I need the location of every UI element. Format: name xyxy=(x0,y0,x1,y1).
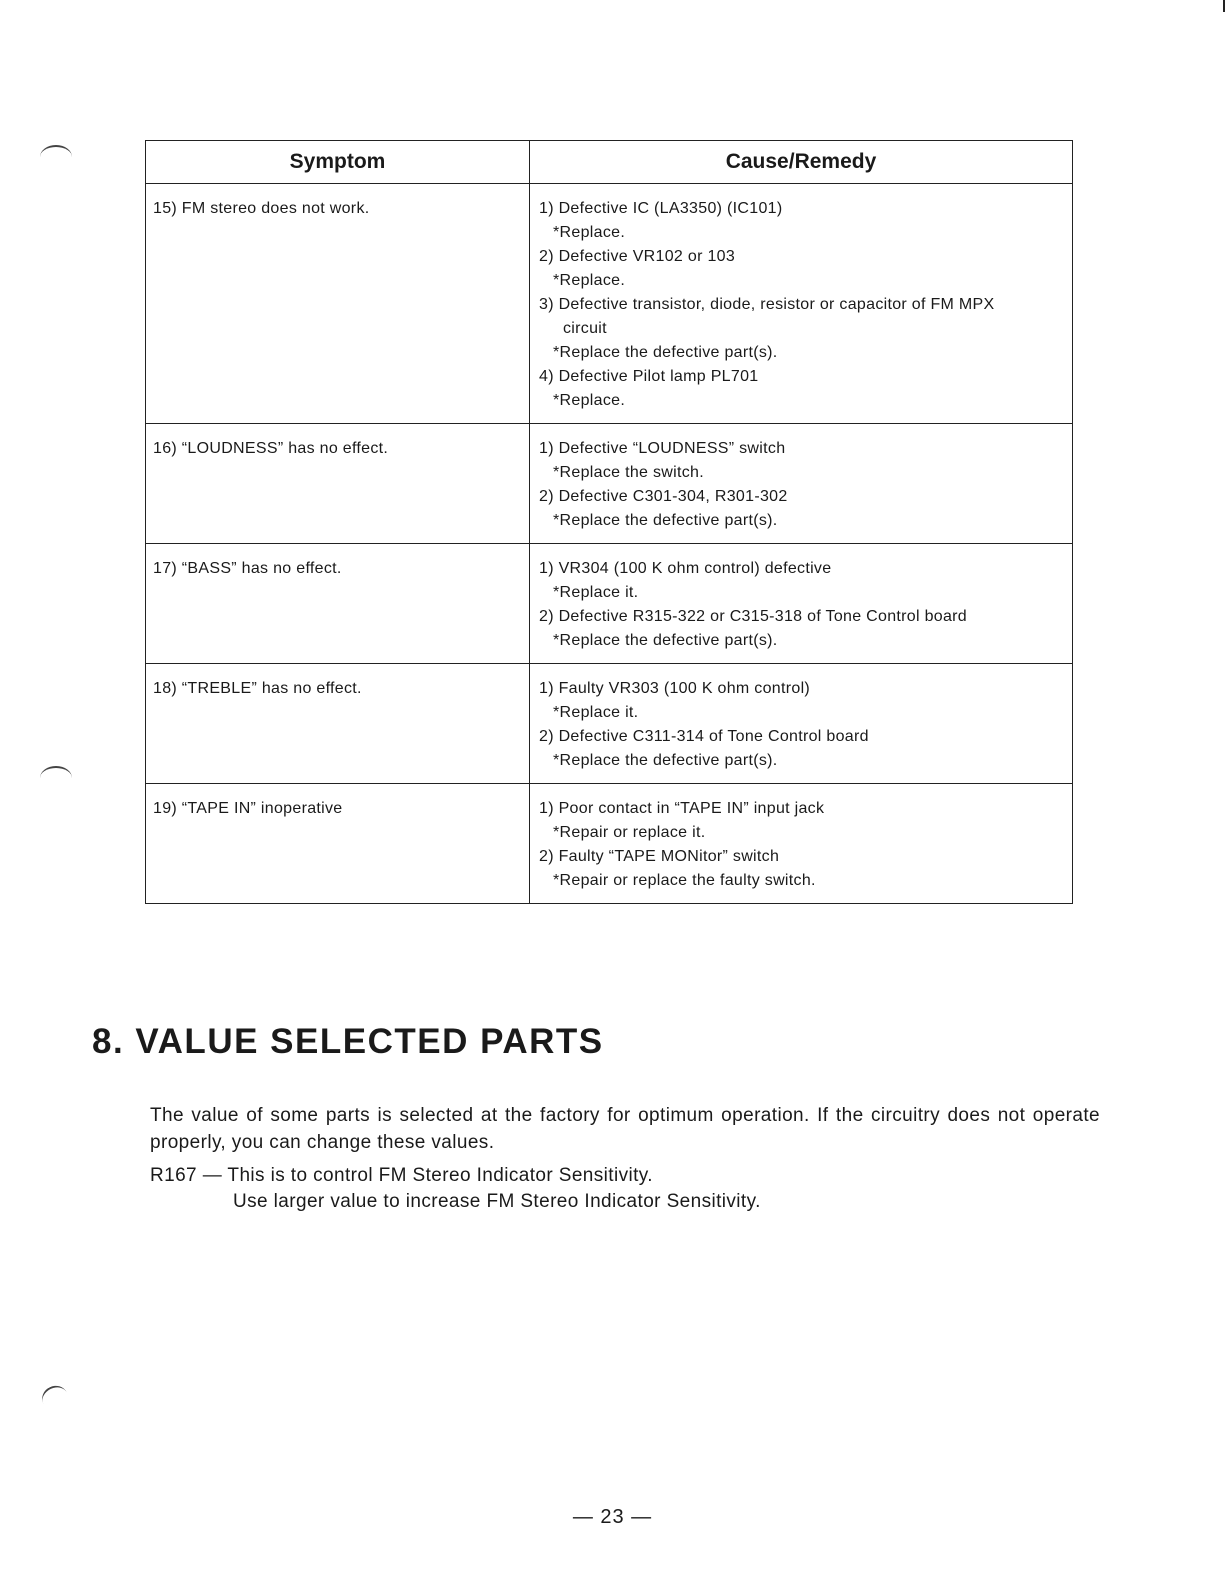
binder-hole-mark xyxy=(40,145,72,169)
cause-item: 3) Defective transistor, diode, resistor or capacitor of FM MPX xyxy=(539,296,995,313)
cause-cell xyxy=(530,544,1073,664)
remedy-item: *Replace the switch. xyxy=(553,464,704,481)
cause-item: 2) Defective VR102 or 103 xyxy=(539,248,736,265)
cause-item: 2) Defective C301-304, R301-302 xyxy=(539,488,788,505)
cause-item: 1) Poor contact in “TAPE IN” input jack xyxy=(539,800,825,817)
symptom-cell: 17) “BASS” has no effect. xyxy=(146,544,530,664)
symptom-cell: 19) “TAPE IN” inoperative xyxy=(146,784,530,904)
cause-item: 4) Defective Pilot lamp PL701 xyxy=(539,368,759,385)
table-row xyxy=(146,424,1073,544)
symptom-cell: 18) “TREBLE” has no effect. xyxy=(146,664,530,784)
table-header-row xyxy=(146,141,1073,184)
binder-hole-mark xyxy=(38,1382,72,1415)
cause-cell xyxy=(530,784,1073,904)
cause-item: 2) Defective C311-314 of Tone Control board xyxy=(539,728,869,745)
remedy-item: *Repair or replace the faulty switch. xyxy=(553,872,816,889)
symptom-cell: 16) “LOUDNESS” has no effect. xyxy=(146,424,530,544)
table-row xyxy=(146,664,1073,784)
symptom-cell: 15) FM stereo does not work. xyxy=(146,184,530,424)
cause-item: 2) Defective R315-322 or C315-318 of Tone Control board xyxy=(539,608,968,625)
remedy-item: *Repair or replace it. xyxy=(553,824,706,841)
cause-cell xyxy=(530,424,1073,544)
component-note: R167 — This is to control FM Stereo Indicator Sensitivity. xyxy=(150,1165,653,1186)
table-row xyxy=(146,784,1073,904)
remedy-item: *Replace. xyxy=(553,392,626,409)
cause-cell xyxy=(530,664,1073,784)
cause-item: 1) Faulty VR303 (100 K ohm control) xyxy=(539,680,811,697)
cause-remedy-header: Cause/Remedy xyxy=(530,141,1073,184)
remedy-item: *Replace it. xyxy=(553,584,639,601)
remedy-item: *Replace the defective part(s). xyxy=(553,512,778,529)
cause-item: 2) Faulty “TAPE MONitor” switch xyxy=(539,848,780,865)
component-note-continuation: Use larger value to increase FM Stereo Indicator Sensitivity. xyxy=(233,1191,761,1212)
table-row xyxy=(146,184,1073,424)
cause-cell xyxy=(530,184,1073,424)
cause-item: 1) Defective IC (LA3350) (IC101) xyxy=(539,200,783,217)
remedy-item: *Replace. xyxy=(553,272,626,289)
cause-item: 1) Defective “LOUDNESS” switch xyxy=(539,440,786,457)
table-row xyxy=(146,544,1073,664)
remedy-item: *Replace. xyxy=(553,224,626,241)
remedy-item: *Replace it. xyxy=(553,704,639,721)
remedy-item: *Replace the defective part(s). xyxy=(553,752,778,769)
binder-hole-mark xyxy=(40,766,72,790)
cause-item: 1) VR304 (100 K ohm control) defective xyxy=(539,560,832,577)
troubleshooting-table xyxy=(145,140,1073,904)
section-paragraph: The value of some parts is selected at the factory for optimum operation. If the circuitry does not operate properly, you can change these values. xyxy=(150,1105,1100,1153)
section-title: 8. VALUE SELECTED PARTS xyxy=(92,1022,604,1061)
remedy-item: *Replace the defective part(s). xyxy=(553,632,778,649)
page-number: — 23 — xyxy=(572,1506,653,1528)
symptom-header: Symptom xyxy=(146,141,530,184)
remedy-item: *Replace the defective part(s). xyxy=(553,344,778,361)
cause-item-continuation: circuit xyxy=(563,320,607,337)
